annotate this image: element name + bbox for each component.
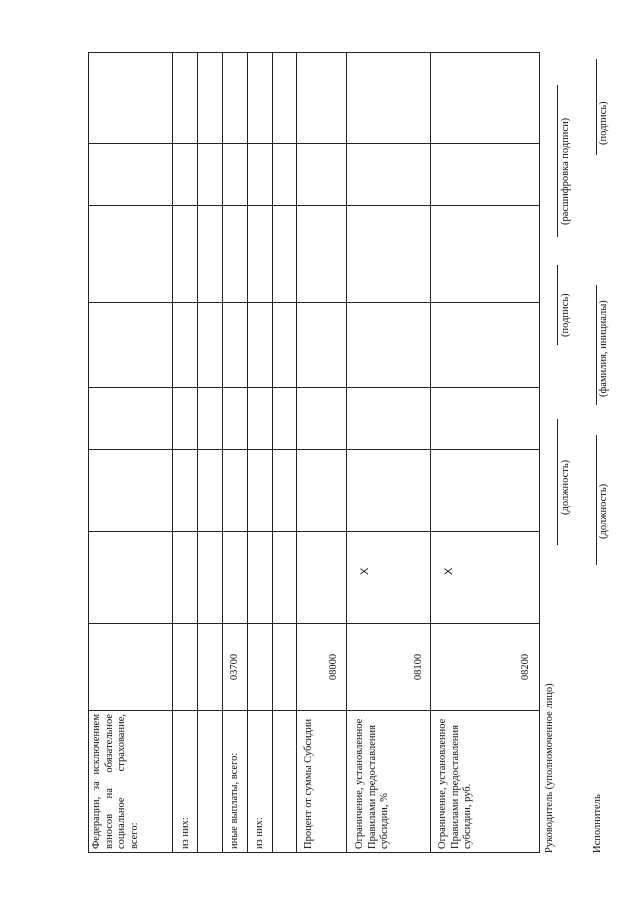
value-cell	[223, 205, 247, 302]
value-cell	[347, 531, 430, 623]
value-cell	[198, 302, 222, 387]
table-row	[297, 53, 347, 852]
row-label	[198, 710, 222, 852]
executor-signature-line[interactable]	[596, 59, 597, 155]
value-cell	[431, 53, 539, 143]
table-row	[198, 53, 223, 852]
code-cell	[431, 623, 539, 710]
value-cell	[89, 449, 172, 531]
report-table	[88, 52, 540, 853]
code-cell	[347, 623, 430, 710]
value-cell	[173, 205, 197, 302]
table-row	[173, 53, 198, 852]
value-cell	[347, 53, 430, 143]
head-name-line[interactable]	[557, 85, 558, 237]
code-cell	[223, 623, 247, 710]
not-applicable-mark: X	[359, 567, 371, 575]
head-signature-caption: (подпись)	[560, 293, 571, 337]
value-cell	[89, 205, 172, 302]
value-cell	[347, 302, 430, 387]
value-cell	[223, 449, 247, 531]
value-cell	[431, 531, 539, 623]
code-cell	[297, 623, 346, 710]
head-position-line[interactable]	[557, 419, 558, 545]
head-position-caption: (должность)	[560, 459, 571, 515]
executor-position-line[interactable]	[596, 435, 597, 565]
value-cell	[248, 387, 272, 449]
value-cell	[431, 387, 539, 449]
value-cell	[431, 302, 539, 387]
executor-label: Исполнитель	[592, 794, 603, 853]
value-cell	[248, 449, 272, 531]
value-cell	[89, 143, 172, 205]
value-cell	[248, 302, 272, 387]
code-cell	[173, 623, 197, 710]
row-label: Процент от суммы Субсидии	[297, 710, 346, 852]
head-signature-line[interactable]	[557, 265, 558, 345]
table-row	[89, 53, 173, 852]
value-cell	[248, 53, 272, 143]
row-code: 03700	[229, 653, 240, 681]
value-cell	[198, 387, 222, 449]
value-cell	[223, 387, 247, 449]
value-cell	[297, 53, 346, 143]
value-cell	[297, 205, 346, 302]
value-cell	[173, 387, 197, 449]
value-cell	[198, 449, 222, 531]
executor-signature-caption: (подпись)	[598, 101, 609, 145]
value-cell	[89, 531, 172, 623]
value-cell	[173, 449, 197, 531]
value-cell	[248, 143, 272, 205]
value-cell	[297, 387, 346, 449]
value-cell	[273, 531, 296, 623]
row-label: из них:	[248, 710, 272, 852]
value-cell	[89, 387, 172, 449]
code-cell	[248, 623, 272, 710]
value-cell	[173, 143, 197, 205]
table-row	[273, 53, 297, 852]
value-cell	[431, 449, 539, 531]
value-cell	[89, 302, 172, 387]
table-row	[248, 53, 273, 852]
value-cell	[198, 53, 222, 143]
value-cell	[173, 53, 197, 143]
value-cell	[347, 387, 430, 449]
value-cell	[223, 302, 247, 387]
value-cell	[347, 205, 430, 302]
value-cell	[273, 53, 296, 143]
executor-name-line[interactable]	[596, 285, 597, 405]
table-row	[223, 53, 248, 852]
row-code: 08000	[328, 653, 339, 681]
value-cell	[297, 143, 346, 205]
row-code: 08200	[520, 653, 531, 681]
value-cell	[89, 53, 172, 143]
value-cell	[198, 205, 222, 302]
not-applicable-mark: X	[443, 567, 455, 575]
code-cell	[89, 623, 172, 710]
value-cell	[297, 531, 346, 623]
value-cell	[297, 449, 346, 531]
value-cell	[248, 205, 272, 302]
row-code: 08100	[413, 653, 424, 681]
row-label: иные выплаты, всего:	[223, 710, 247, 852]
value-cell	[347, 449, 430, 531]
row-label: Ограничение, установленное Правилами предоставления субсидии, %	[347, 710, 430, 852]
value-cell	[273, 205, 296, 302]
row-label: из них:	[173, 710, 197, 852]
value-cell	[223, 531, 247, 623]
code-cell	[273, 623, 296, 710]
value-cell	[273, 143, 296, 205]
head-name-caption: (расшифровка подписи)	[560, 117, 571, 225]
value-cell	[223, 143, 247, 205]
table-row	[347, 53, 431, 852]
value-cell	[273, 302, 296, 387]
value-cell	[223, 53, 247, 143]
value-cell	[297, 302, 346, 387]
value-cell	[431, 205, 539, 302]
value-cell	[198, 143, 222, 205]
row-label: Федерации, за исключением взносов на обязательное социальное страхование, всего:	[89, 710, 172, 852]
executor-name-caption: (фамилия, инициалы)	[598, 300, 609, 397]
code-cell	[198, 623, 222, 710]
table-row	[431, 53, 539, 852]
value-cell	[173, 531, 197, 623]
executor-position-caption: (должность)	[598, 483, 609, 539]
head-label: Руководитель (уполномоченное лицо)	[544, 683, 555, 853]
value-cell	[173, 302, 197, 387]
value-cell	[273, 449, 296, 531]
value-cell	[198, 531, 222, 623]
row-label: Ограничение, установленное Правилами предоставления субсидии, руб.	[431, 710, 539, 852]
row-label	[273, 710, 296, 852]
value-cell	[273, 387, 296, 449]
value-cell	[248, 531, 272, 623]
value-cell	[347, 143, 430, 205]
value-cell	[431, 143, 539, 205]
